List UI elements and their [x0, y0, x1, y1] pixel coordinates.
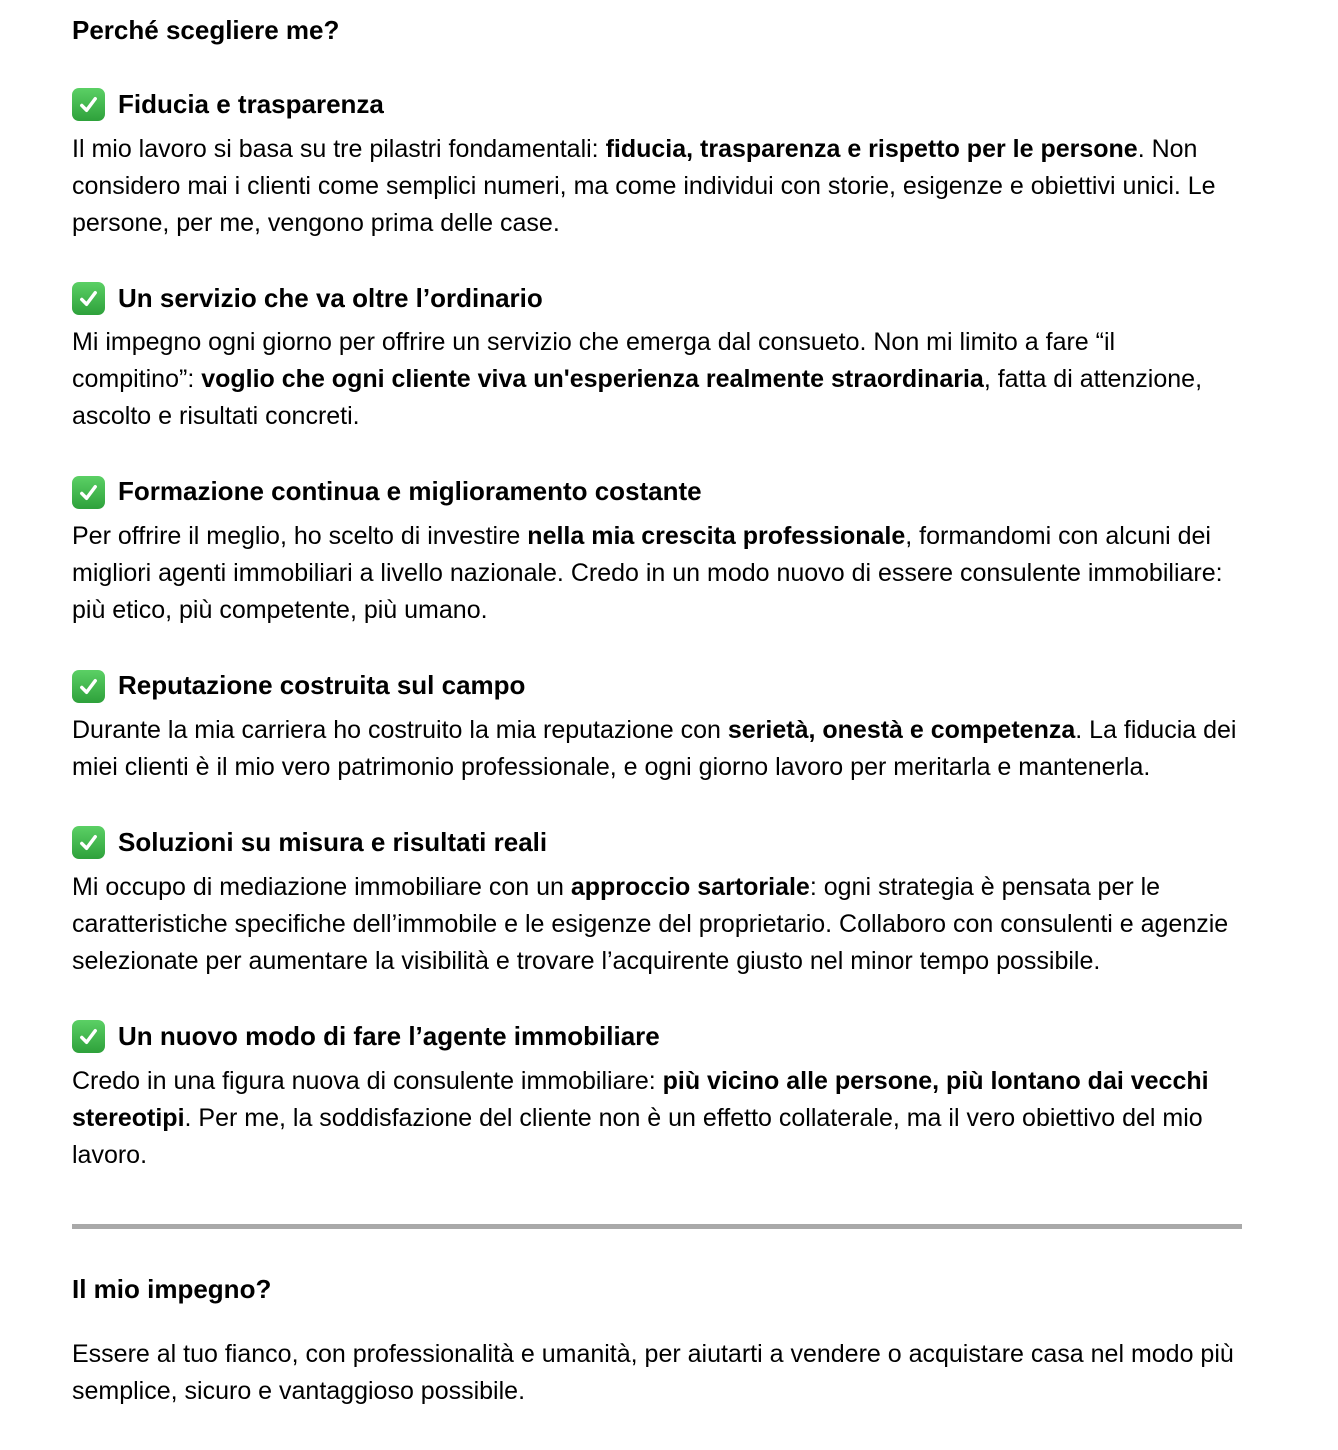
section-heading — [72, 669, 1242, 703]
check-icon — [72, 476, 105, 509]
section-heading — [72, 88, 1242, 122]
footer-heading: Il mio impegno? — [72, 1273, 272, 1304]
check-icon — [72, 1020, 105, 1053]
page-title: Perché scegliere me? — [72, 15, 340, 45]
content-section-5 — [72, 1020, 1242, 1174]
content-section-1 — [72, 282, 1242, 436]
footer-body: Essere al tuo fianco, con professionalità e umanità, per aiutarti a vendere o acquistare casa nel modo più semplice, sicuro e vantaggioso possibile. — [72, 1340, 1234, 1406]
section-heading-text: Fiducia e trasparenza — [118, 88, 384, 119]
sections-container — [72, 88, 1242, 1174]
section-heading — [72, 826, 1242, 860]
section-heading-text: Reputazione costruita sul campo — [118, 670, 526, 701]
section-body: Mi occupo di mediazione immobiliare con un approccio sartoriale: ogni strategia è pensata per le caratteristiche specifiche dell’immobile e le esigenze del proprietario. Collaboro con consulenti e agenzie selezionate per aumentare la visibilità e trovare l’acquirente giusto nel minor tempo possibile. — [72, 872, 1229, 975]
section-body: Il mio lavoro si basa su tre pilastri fondamentali: fiducia, trasparenza e rispetto per le persone. Non considero mai i clienti come semplici numeri, ma come individui con storie, esigenze e obiettivi unici. Le persone, per me, vengono prima delle case. — [72, 134, 1216, 237]
section-heading-text: Un servizio che va oltre l’ordinario — [118, 282, 543, 313]
content-section-4 — [72, 826, 1242, 980]
section-body: Credo in una figura nuova di consulente immobiliare: più vicino alle persone, più lontano dai vecchi stereotipi. Per me, la soddisfazione del cliente non è un effetto collaterale, ma il vero obiettivo del mio lavoro. — [72, 1066, 1209, 1169]
check-icon — [72, 88, 105, 121]
section-heading — [72, 282, 1242, 316]
check-icon — [72, 282, 105, 315]
section-heading-text: Formazione continua e miglioramento costante — [118, 476, 702, 507]
section-heading — [72, 1020, 1242, 1054]
content-section-2 — [72, 475, 1242, 629]
section-heading-text: Soluzioni su misura e risultati reali — [118, 826, 548, 857]
check-icon — [72, 670, 105, 703]
check-icon — [72, 826, 105, 859]
content-section-3 — [72, 669, 1242, 786]
section-divider — [72, 1224, 1242, 1229]
section-body: Per offrire il meglio, ho scelto di investire nella mia crescita professionale, formandomi con alcuni dei migliori agenti immobiliari a livello nazionale. Credo in un modo nuovo di essere consulente immobiliare: più etico, più competente, più umano. — [72, 522, 1223, 625]
section-body: Mi impegno ogni giorno per offrire un servizio che emerga dal consueto. Non mi limito a fare “il compitino”: voglio che ogni cliente viva un'esperienza realmente straordinaria, fatta di attenzione, ascolto e risultati concreti. — [72, 328, 1203, 431]
content-section-0 — [72, 88, 1242, 242]
section-heading — [72, 475, 1242, 509]
section-body: Durante la mia carriera ho costruito la mia reputazione con serietà, onestà e competenza. La fiducia dei miei clienti è il mio vero patrimonio professionale, e ogni giorno lavoro per meritarla e mantenerla. — [72, 715, 1237, 781]
section-heading-text: Un nuovo modo di fare l’agente immobiliare — [118, 1020, 660, 1051]
